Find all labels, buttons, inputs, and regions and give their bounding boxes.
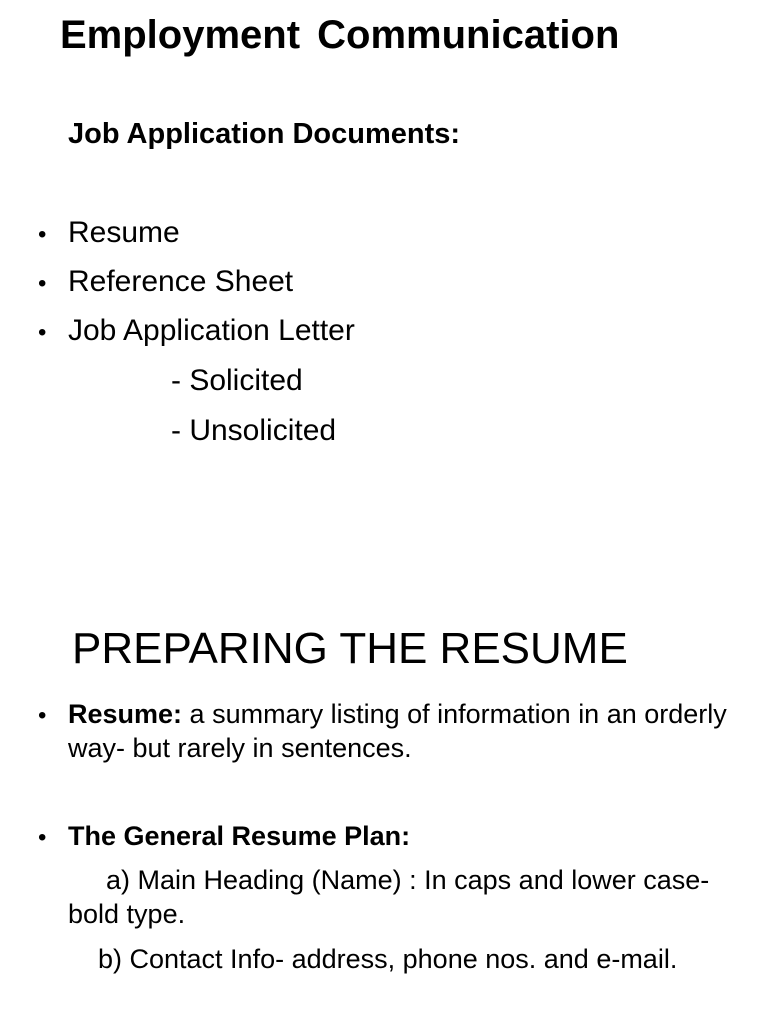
bullet-marker: • <box>38 221 47 248</box>
list-item-job-application-letter: Job Application Letter <box>68 314 355 347</box>
subitem-unsolicited: - Unsolicited <box>171 414 337 447</box>
resume-definition-text: a summary listing of information in an orderly way- but rarely in sentences. <box>68 699 727 763</box>
resume-definition <box>68 697 728 765</box>
bullet-marker: • <box>38 270 47 297</box>
documents-subtitle: Job Application Documents: <box>68 118 461 150</box>
bullet-marker: • <box>38 702 47 729</box>
subitem-solicited: - Solicited <box>171 364 303 397</box>
plan-item-contact-info: b) Contact Info- address, phone nos. and e-mail. <box>98 944 678 974</box>
bullet-marker: • <box>38 824 47 851</box>
list-item-reference-sheet: Reference Sheet <box>68 265 294 298</box>
bullet-marker: • <box>38 319 47 346</box>
list-item-resume: Resume <box>68 216 180 249</box>
page-title: Employment Communication <box>60 13 620 57</box>
plan-item-main-heading: a) Main Heading (Name) : In caps and lower case- bold type. <box>68 865 710 929</box>
resume-term: Resume: <box>68 699 183 729</box>
resume-plan-heading: The General Resume Plan: <box>68 821 411 851</box>
section-title-preparing-resume: PREPARING THE RESUME <box>72 624 628 673</box>
